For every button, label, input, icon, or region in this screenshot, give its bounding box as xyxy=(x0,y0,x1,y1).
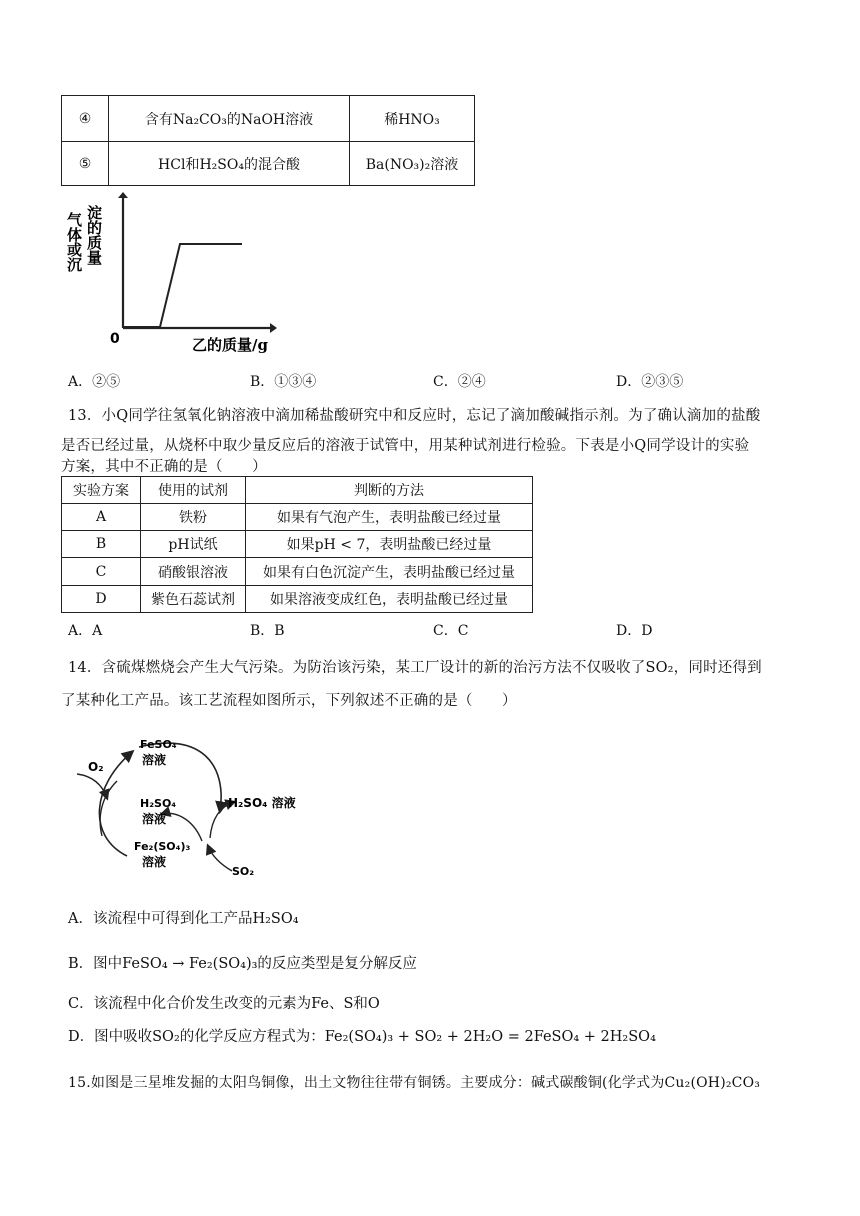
table-row xyxy=(62,142,475,186)
reagent-b: Ba(NO₃)₂溶液 xyxy=(350,142,475,186)
x-axis-arrow xyxy=(270,323,277,333)
table-row xyxy=(62,531,533,558)
option-b[interactable]: B．B xyxy=(250,623,285,639)
q13-line3: 方案，其中不正确的是（ ） xyxy=(61,459,267,475)
table-row xyxy=(62,586,533,613)
q14-option-a[interactable]: A．该流程中可得到化工产品H₂SO₄ xyxy=(68,911,299,927)
label-h2so4-inner-solution: 溶液 xyxy=(142,812,167,826)
process-flow-diagram xyxy=(62,726,322,886)
plan-cell: A xyxy=(62,504,141,531)
graph-ylabel-col1: 气体或沉 xyxy=(65,212,83,272)
label-h2so4-inner: H₂SO₄ xyxy=(140,797,177,810)
method-cell: 如果有白色沉淀产生，表明盐酸已经过量 xyxy=(246,558,533,586)
q13-line2: 是否已经过量，从烧杯中取少量反应后的溶液于试管中，用某种试剂进行检验。下表是小Q同学设计的实验 xyxy=(61,438,750,454)
label-so2: SO₂ xyxy=(232,865,255,878)
table-header-row xyxy=(62,477,533,504)
reagent-b: 稀HNO₃ xyxy=(350,96,475,142)
plan-cell: D xyxy=(62,586,141,613)
graph-xlabel: 乙的质量/g xyxy=(192,336,268,354)
reagent-cell: 紫色石蕊试剂 xyxy=(141,586,246,613)
option-a[interactable]: A．A xyxy=(68,623,103,639)
arrow-to-inner-h2so4 xyxy=(162,813,202,841)
reagent-cell: 铁粉 xyxy=(141,504,246,531)
arrow-fe2-to-feso4 xyxy=(99,752,132,856)
q14-line1: 14．含硫煤燃烧会产生大气污染。为防治该污染，某工厂设计的新的治污方法不仅吸收了SO₂，同时还得到 xyxy=(68,660,762,676)
table-row xyxy=(62,558,533,586)
label-feso4-solution: 溶液 xyxy=(142,753,167,767)
table-row xyxy=(62,96,475,142)
q15-line1: 15.如图是三星堆发掘的太阳鸟铜像，出土文物往往带有铜锈。主要成分：碱式碳酸铜(化学式为Cu₂(OH)₂CO₃ xyxy=(68,1075,761,1091)
header-plan: 实验方案 xyxy=(62,477,141,504)
method-cell: 如果pH < 7，表明盐酸已经过量 xyxy=(246,531,533,558)
table-row xyxy=(62,504,533,531)
option-c[interactable]: C．C xyxy=(433,623,469,639)
label-fe2so43-solution: 溶液 xyxy=(142,855,167,869)
option-b[interactable]: B．①③④ xyxy=(250,374,317,390)
option-d[interactable]: D．D xyxy=(616,623,653,639)
arrow-so2-in xyxy=(208,846,232,871)
reagent-cell: pH试纸 xyxy=(141,531,246,558)
label-feso4: FeSO₄ xyxy=(140,738,177,751)
reagent-a: 含有Na₂CO₃的NaOH溶液 xyxy=(109,96,350,142)
graph-ylabel-col2: 淀的质量 xyxy=(85,205,103,265)
q12-options xyxy=(68,371,788,391)
q14-line2: 了某种化工产品。该工艺流程如图所示，下列叙述不正确的是（ ） xyxy=(61,693,517,709)
row-number: ⑤ xyxy=(62,142,109,186)
q14-option-c[interactable]: C．该流程中化合价发生改变的元素为Fe、S和O xyxy=(68,996,380,1012)
header-method: 判断的方法 xyxy=(246,477,533,504)
label-h2so4-out: H₂SO₄ 溶液 xyxy=(228,796,296,810)
reagent-a: HCl和H₂SO₄的混合酸 xyxy=(109,142,350,186)
row-number: ④ xyxy=(62,96,109,142)
graph-curve xyxy=(123,244,242,327)
method-cell: 如果有气泡产生，表明盐酸已经过量 xyxy=(246,504,533,531)
q14-option-d[interactable]: D．图中吸收SO₂的化学反应方程式为：Fe₂(SO₄)₃ + SO₂ + 2H₂O = 2FeSO₄ + 2H₂SO₄ xyxy=(68,1029,656,1045)
plan-cell: B xyxy=(62,531,141,558)
reagent-table-top xyxy=(61,95,475,186)
q13-options xyxy=(68,620,788,640)
q14-option-b[interactable]: B．图中FeSO₄ → Fe₂(SO₄)₃的反应类型是复分解反应 xyxy=(68,956,417,972)
graph-origin: 0 xyxy=(110,331,120,347)
plan-cell: C xyxy=(62,558,141,586)
option-d[interactable]: D．②③⑤ xyxy=(616,374,684,390)
mass-graph xyxy=(60,190,290,360)
label-o2: O₂ xyxy=(88,760,104,774)
experiment-table xyxy=(61,476,533,613)
method-cell: 如果溶液变成红色，表明盐酸已经过量 xyxy=(246,586,533,613)
option-a[interactable]: A．②⑤ xyxy=(68,374,121,390)
header-reagent: 使用的试剂 xyxy=(141,477,246,504)
q13-line1: 13．小Q同学往氢氧化钠溶液中滴加稀盐酸研究中和反应时，忘记了滴加酸碱指示剂。为了确认滴加的盐酸 xyxy=(68,408,761,424)
option-c[interactable]: C．②④ xyxy=(433,374,486,390)
label-fe2so43: Fe₂(SO₄)₃ xyxy=(134,840,191,853)
reagent-cell: 硝酸银溶液 xyxy=(141,558,246,586)
